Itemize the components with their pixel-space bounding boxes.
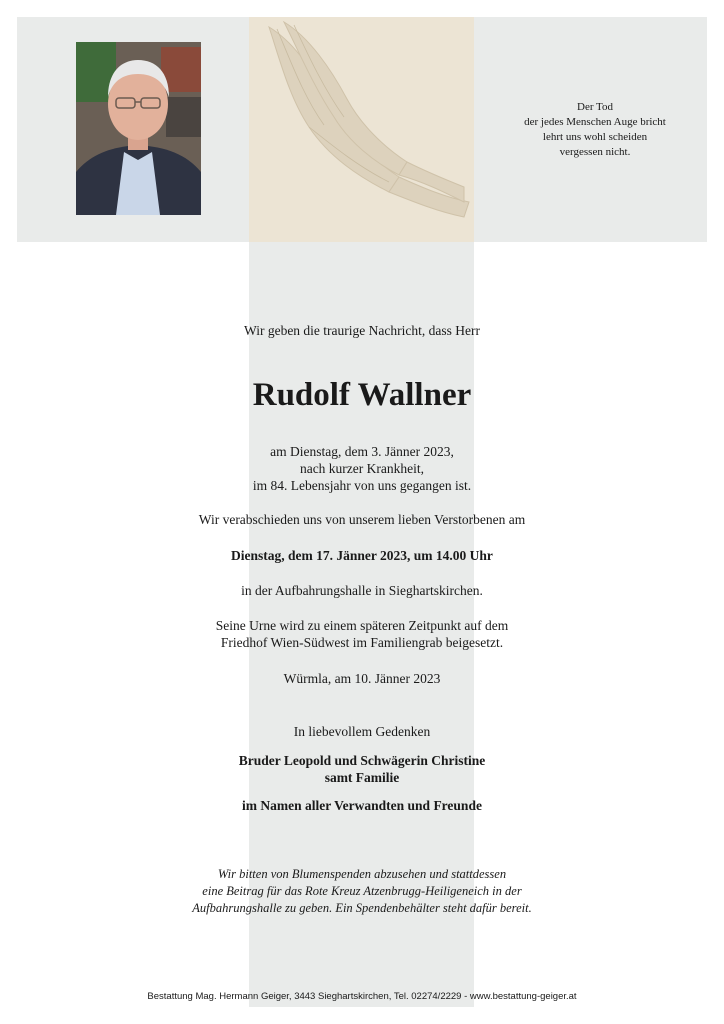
death-details: am Dienstag, dem 3. Jänner 2023, nach kurzer Krankheit, im 84. Lebensjahr von uns gegangen ist. bbox=[252, 444, 472, 493]
funeral-home-footer: Bestattung Mag. Hermann Geiger, 3443 Sieghartskirchen, Tel. 02274/2229 - www.bestattung-geiger.at bbox=[147, 991, 577, 1002]
relatives-line: im Namen aller Verwandten und Freunde bbox=[242, 798, 482, 813]
place-and-date: Würmla, am 10. Jänner 2023 bbox=[283, 671, 441, 686]
praying-hands-image bbox=[249, 17, 474, 242]
urn-details: Seine Urne wird zu einem späteren Zeitpunkt auf dem Friedhof Wien-Südwest im Familiengrab beigesetzt. bbox=[215, 618, 509, 650]
memorial-quote: Der Tod der jedes Menschen Auge bricht lehrt uns wohl scheiden vergessen nicht. bbox=[524, 101, 666, 158]
farewell-intro: Wir verabschieden uns von unserem lieben Verstorbenen am bbox=[198, 512, 526, 527]
deceased-name: Rudolf Wallner bbox=[252, 377, 472, 413]
announcement-intro: Wir geben die traurige Nachricht, dass Herr bbox=[244, 323, 480, 338]
portrait-photo bbox=[76, 42, 201, 215]
mourners: Bruder Leopold und Schwägerin Christine samt Familie bbox=[238, 753, 486, 785]
remembrance-line: In liebevollem Gedenken bbox=[293, 724, 431, 739]
donation-note: Wir bitten von Blumenspenden abzusehen und stattdessen eine Beitrag für das Rote Kreuz Atzenbrugg-Heiligeneich in der Aufbahrungshalle zu geben. Ein Spendenbehälter steht dafür bereit. bbox=[192, 867, 532, 915]
farewell-date: Dienstag, dem 17. Jänner 2023, um 14.00 Uhr bbox=[231, 548, 493, 563]
farewell-place: in der Aufbahrungshalle in Sieghartskirchen. bbox=[241, 583, 483, 598]
